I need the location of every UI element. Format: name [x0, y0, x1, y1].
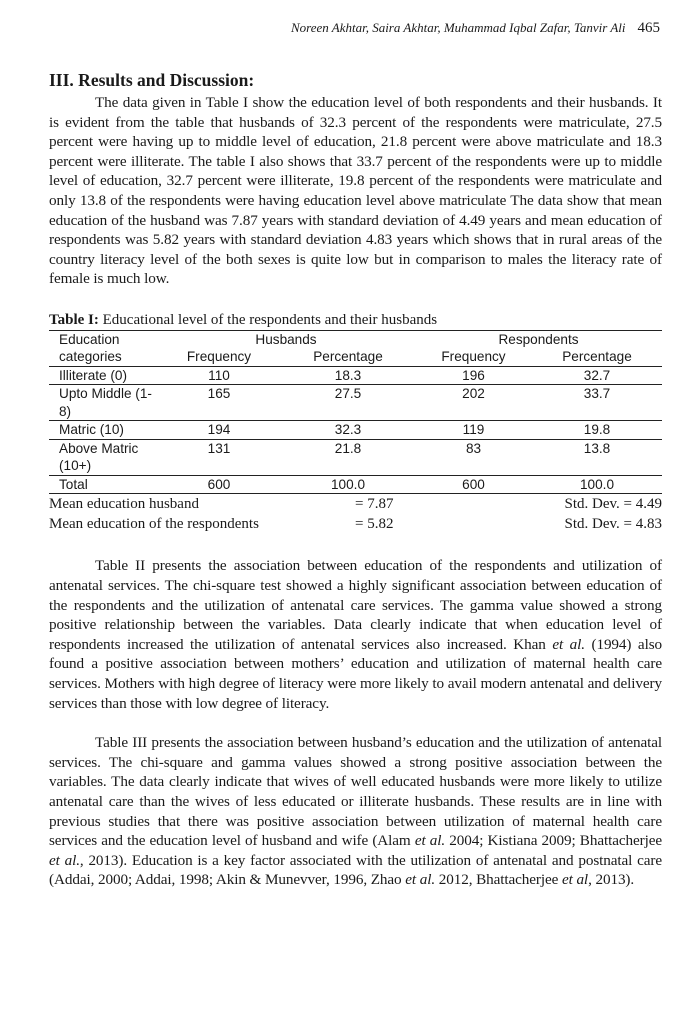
table-row — [49, 421, 662, 440]
mean-education-summary — [49, 494, 662, 534]
results-paragraph-1: The data given in Table I show the education level of both respondents and their husbands. It is evident from the table that husbands of 32.3 percent of the respondents were matriculate, 27.5 percent were having up to middle level of education, 21.8 percent were above matriculate and 18.3 percent were illiterate. The table I also shows that 33.7 percent of the respondents were up to middle level of education, 32.7 percent were illiterate, 19.8 percent of the respondents were matriculate and only 13.8 of the respondents were having education level above matriculate The data show that mean education of the husband was 7.87 years with standard deviation of 4.49 years and mean education of respondents was 5.82 years with standard deviation 4.83 years which shows that in rural areas of the country literacy level of the both sexes is quite low but in comparison to males the literacy rate of female is much low. — [49, 94, 662, 288]
page-number: 465 — [637, 20, 660, 36]
mean-label: Mean education husband — [49, 496, 199, 513]
husbands-frequency: 110 — [157, 366, 281, 385]
header-husbands-percentage: Percentage — [281, 348, 415, 366]
table-caption — [49, 311, 662, 330]
respondents-percentage: 33.7 — [532, 385, 662, 421]
mean-value: = 5.82 — [355, 516, 394, 533]
husbands-percentage: 21.8 — [281, 439, 415, 475]
husbands-frequency: 194 — [157, 421, 281, 440]
education-table — [49, 330, 662, 495]
husbands-frequency: 600 — [157, 475, 281, 494]
husbands-percentage: 18.3 — [281, 366, 415, 385]
table-subheader-row — [49, 348, 662, 366]
results-paragraph-2: Table II presents the association between education of the respondents and utilization of antenatal services. The chi-square test showed a highly significant association between education of the respondents and the utilization of antenatal care services. The gamma value showed a strong positive relationship between the variables. Data clearly indicate that when education level of respondents increased the utilization of antenatal services also increased. Khan et al. (1994) also found a positive association between mothers’ education and utilization of maternal health care services. Mothers with high degree of literacy were more likely to avail modern antenatal and delivery services than those with low degree of literacy. — [49, 557, 662, 712]
respondents-frequency: 83 — [415, 439, 532, 475]
row-category: Total — [49, 475, 157, 494]
header-authors: Noreen Akhtar, Saira Akhtar, Muhammad Iqbal Zafar, Tanvir Ali — [290, 20, 626, 35]
respondents-frequency: 119 — [415, 421, 532, 440]
std-dev: Std. Dev. = 4.49 — [564, 496, 662, 513]
table-header-row — [49, 330, 662, 348]
respondents-frequency: 196 — [415, 366, 532, 385]
respondents-percentage: 32.7 — [532, 366, 662, 385]
header-respondents: Respondents — [415, 330, 662, 348]
section-title: III. Results and Discussion: — [49, 70, 255, 90]
respondents-percentage: 19.8 — [532, 421, 662, 440]
header-husbands-frequency: Frequency — [157, 348, 281, 366]
row-category: Above Matric (10+) — [49, 439, 157, 475]
row-category: Illiterate (0) — [49, 366, 157, 385]
table-row — [49, 439, 662, 475]
mean-label: Mean education of the respondents — [49, 516, 259, 533]
respondents-frequency: 600 — [415, 475, 532, 494]
running-header — [291, 20, 660, 37]
header-respondents-frequency: Frequency — [415, 348, 532, 366]
table-caption-text: Educational level of the respondents and their husbands — [98, 311, 438, 328]
page-body — [49, 70, 662, 890]
results-paragraph-3: Table III presents the association between husband’s education and the utilization of antenatal services. The chi-square and gamma values showed a strong positive association between the variables. The data clearly indicate that wives of well educated husbands were more likely to utilize antenatal care than the wives of less educated or illiterate husbands. These results are in line with previous studies that there was positive association between utilization of maternal health care services and the education level of husband and wife (Alam et al. 2004; Kistiana 2009; Bhattacherjee et al., 2013). Education is a key factor associated with the utilization of antenatal and postnatal care (Addai, 2000; Addai, 1998; Akin & Munevver, 1996, Zhao et al. 2012, Bhattacherjee et al, 2013). — [49, 734, 662, 889]
husbands-percentage: 27.5 — [281, 385, 415, 421]
mean-row — [49, 494, 662, 514]
table-row — [49, 385, 662, 421]
row-category: Upto Middle (1-8) — [49, 385, 157, 421]
husbands-percentage: 32.3 — [281, 421, 415, 440]
table-total-row — [49, 475, 662, 494]
husbands-frequency: 131 — [157, 439, 281, 475]
std-dev: Std. Dev. = 4.83 — [564, 516, 662, 533]
header-categories: categories — [59, 349, 122, 365]
mean-value: = 7.87 — [355, 496, 394, 513]
header-respondents-percentage: Percentage — [532, 348, 662, 366]
header-husbands: Husbands — [157, 330, 415, 348]
header-education: Education — [49, 330, 157, 348]
table-caption-label: Table I: — [49, 311, 99, 328]
mean-row — [49, 514, 662, 534]
respondents-frequency: 202 — [415, 385, 532, 421]
respondents-percentage: 100.0 — [532, 475, 662, 494]
row-category: Matric (10) — [49, 421, 157, 440]
table-row — [49, 366, 662, 385]
husbands-percentage: 100.0 — [281, 475, 415, 494]
husbands-frequency: 165 — [157, 385, 281, 421]
respondents-percentage: 13.8 — [532, 439, 662, 475]
